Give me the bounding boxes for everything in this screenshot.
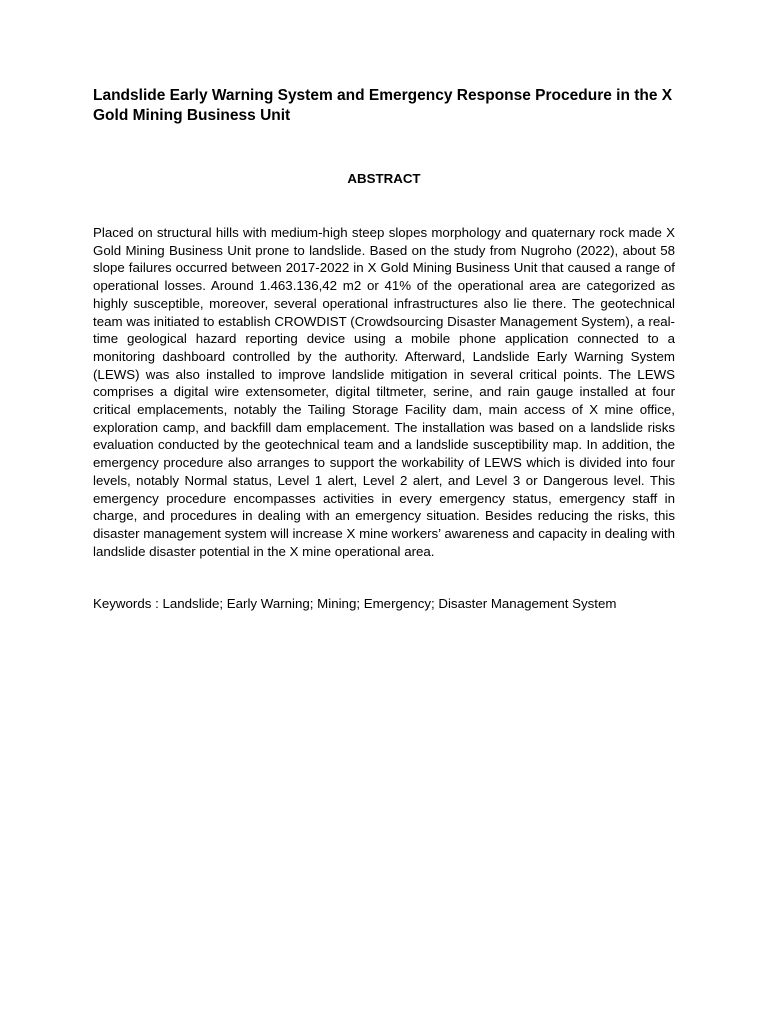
keywords-line: Keywords : Landslide; Early Warning; Mining; Emergency; Disaster Management System (93, 596, 617, 611)
abstract-body: Placed on structural hills with medium-high steep slopes morphology and quaternary rock made X Gold Mining Business Unit prone to landslide. Based on the study from Nugroho (2022), about 58 slope failures occurred between 2017-2022 in X Gold Mining Business Unit that caused a range of operational losses. Around 1.463.136,42 m2 or 41% of the operational area are categorized as highly susceptible, moreover, several operational infrastructures also lie there. The geotechnical team was initiated to establish CROWDIST (Crowdsourcing Disaster Management System), a real-time geological hazard reporting device using a mobile phone application connected to a monitoring dashboard controlled by the authority. Afterward, Landslide Early Warning System (LEWS) was also installed to improve landslide mitigation in several critical points. The LEWS comprises a digital wire extensometer, digital tiltmeter, serine, and rain gauge installed at four critical emplacements, notably the Tailing Storage Facility dam, main access of X mine office, exploration camp, and backfill dam emplacement. The installation was based on a landslide risks evaluation conducted by the geotechnical team and a landslide susceptibility map. In addition, the emergency procedure also arranges to support the workability of LEWS which is divided into four levels, notably Normal status, Level 1 alert, Level 2 alert, and Level 3 or Dangerous level. This emergency procedure encompasses activities in every emergency status, emergency staff in charge, and procedures in dealing with an emergency situation. Besides reducing the risks, this disaster management system will increase X mine workers’ awareness and capacity in dealing with landslide disaster potential in the X mine operational area. (93, 225, 675, 559)
paper-title: Landslide Early Warning System and Emergency Response Procedure in the X Gold Mining Business Unit (93, 87, 673, 124)
abstract-heading: ABSTRACT (347, 171, 421, 186)
